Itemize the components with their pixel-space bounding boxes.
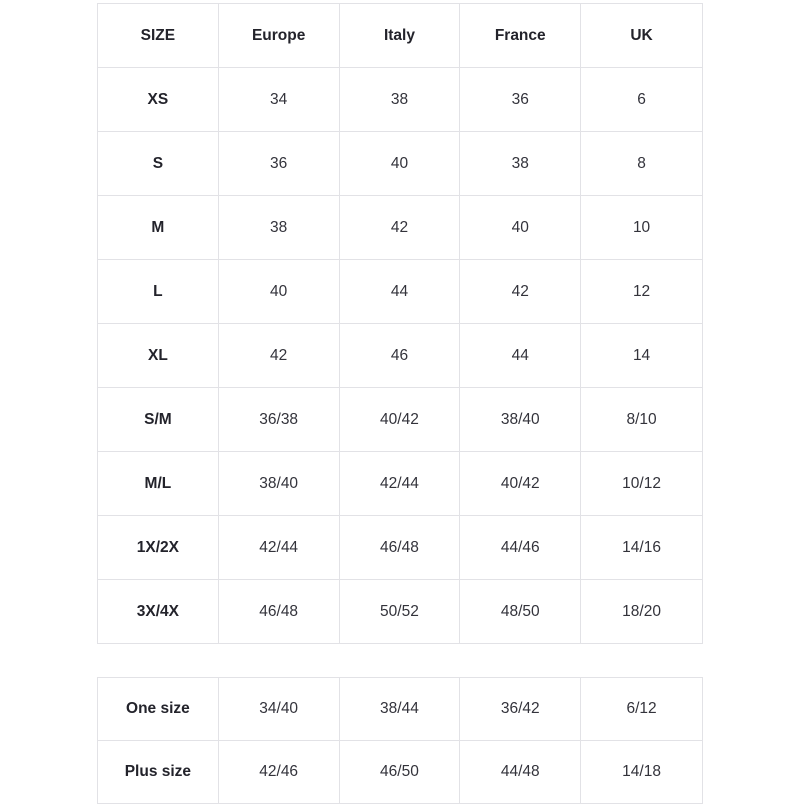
- cell-france: 42: [460, 260, 581, 324]
- cell-italy: 42: [339, 196, 460, 260]
- cell-italy: 46: [339, 324, 460, 388]
- table-row: [98, 260, 703, 324]
- table-row: [98, 68, 703, 132]
- cell-france: 36/42: [460, 678, 581, 741]
- cell-uk: 8/10: [581, 388, 703, 452]
- table-row: [98, 741, 703, 804]
- size-conversion-table-container: [97, 0, 703, 644]
- cell-france: 48/50: [460, 580, 581, 644]
- row-label: XS: [98, 68, 219, 132]
- column-header-italy: Italy: [339, 4, 460, 68]
- cell-europe: 46/48: [218, 580, 339, 644]
- table-row: [98, 132, 703, 196]
- row-label: One size: [98, 678, 219, 741]
- column-header-europe: Europe: [218, 4, 339, 68]
- cell-france: 44: [460, 324, 581, 388]
- cell-europe: 36: [218, 132, 339, 196]
- cell-france: 44/48: [460, 741, 581, 804]
- cell-uk: 18/20: [581, 580, 703, 644]
- cell-europe: 38/40: [218, 452, 339, 516]
- size-conversion-table: [97, 3, 703, 644]
- column-header-france: France: [460, 4, 581, 68]
- cell-italy: 44: [339, 260, 460, 324]
- row-label: M/L: [98, 452, 219, 516]
- one-size-table: [97, 677, 703, 804]
- table-row: [98, 580, 703, 644]
- column-header-uk: UK: [581, 4, 703, 68]
- cell-italy: 50/52: [339, 580, 460, 644]
- row-label: M: [98, 196, 219, 260]
- row-label: 3X/4X: [98, 580, 219, 644]
- cell-europe: 36/38: [218, 388, 339, 452]
- cell-uk: 6: [581, 68, 703, 132]
- cell-france: 40: [460, 196, 581, 260]
- row-label: S: [98, 132, 219, 196]
- cell-france: 38: [460, 132, 581, 196]
- cell-italy: 46/48: [339, 516, 460, 580]
- cell-france: 38/40: [460, 388, 581, 452]
- table-row: [98, 388, 703, 452]
- cell-europe: 34/40: [218, 678, 339, 741]
- table-row: [98, 678, 703, 741]
- cell-europe: 42/44: [218, 516, 339, 580]
- cell-italy: 46/50: [339, 741, 460, 804]
- cell-uk: 10/12: [581, 452, 703, 516]
- table-header-row: [98, 4, 703, 68]
- cell-italy: 38: [339, 68, 460, 132]
- row-label: S/M: [98, 388, 219, 452]
- cell-europe: 42: [218, 324, 339, 388]
- cell-uk: 14/18: [581, 741, 703, 804]
- cell-europe: 42/46: [218, 741, 339, 804]
- table-row: [98, 452, 703, 516]
- cell-europe: 38: [218, 196, 339, 260]
- cell-uk: 10: [581, 196, 703, 260]
- cell-france: 44/46: [460, 516, 581, 580]
- one-size-table-container: [97, 677, 703, 804]
- cell-france: 36: [460, 68, 581, 132]
- cell-italy: 40/42: [339, 388, 460, 452]
- cell-uk: 14: [581, 324, 703, 388]
- cell-uk: 14/16: [581, 516, 703, 580]
- row-label: L: [98, 260, 219, 324]
- row-label: Plus size: [98, 741, 219, 804]
- cell-france: 40/42: [460, 452, 581, 516]
- row-label: XL: [98, 324, 219, 388]
- cell-italy: 40: [339, 132, 460, 196]
- cell-europe: 34: [218, 68, 339, 132]
- table-row: [98, 324, 703, 388]
- cell-uk: 8: [581, 132, 703, 196]
- cell-italy: 42/44: [339, 452, 460, 516]
- cell-europe: 40: [218, 260, 339, 324]
- column-header-size: SIZE: [98, 4, 219, 68]
- table-row: [98, 196, 703, 260]
- cell-italy: 38/44: [339, 678, 460, 741]
- cell-uk: 6/12: [581, 678, 703, 741]
- table-row: [98, 516, 703, 580]
- cell-uk: 12: [581, 260, 703, 324]
- row-label: 1X/2X: [98, 516, 219, 580]
